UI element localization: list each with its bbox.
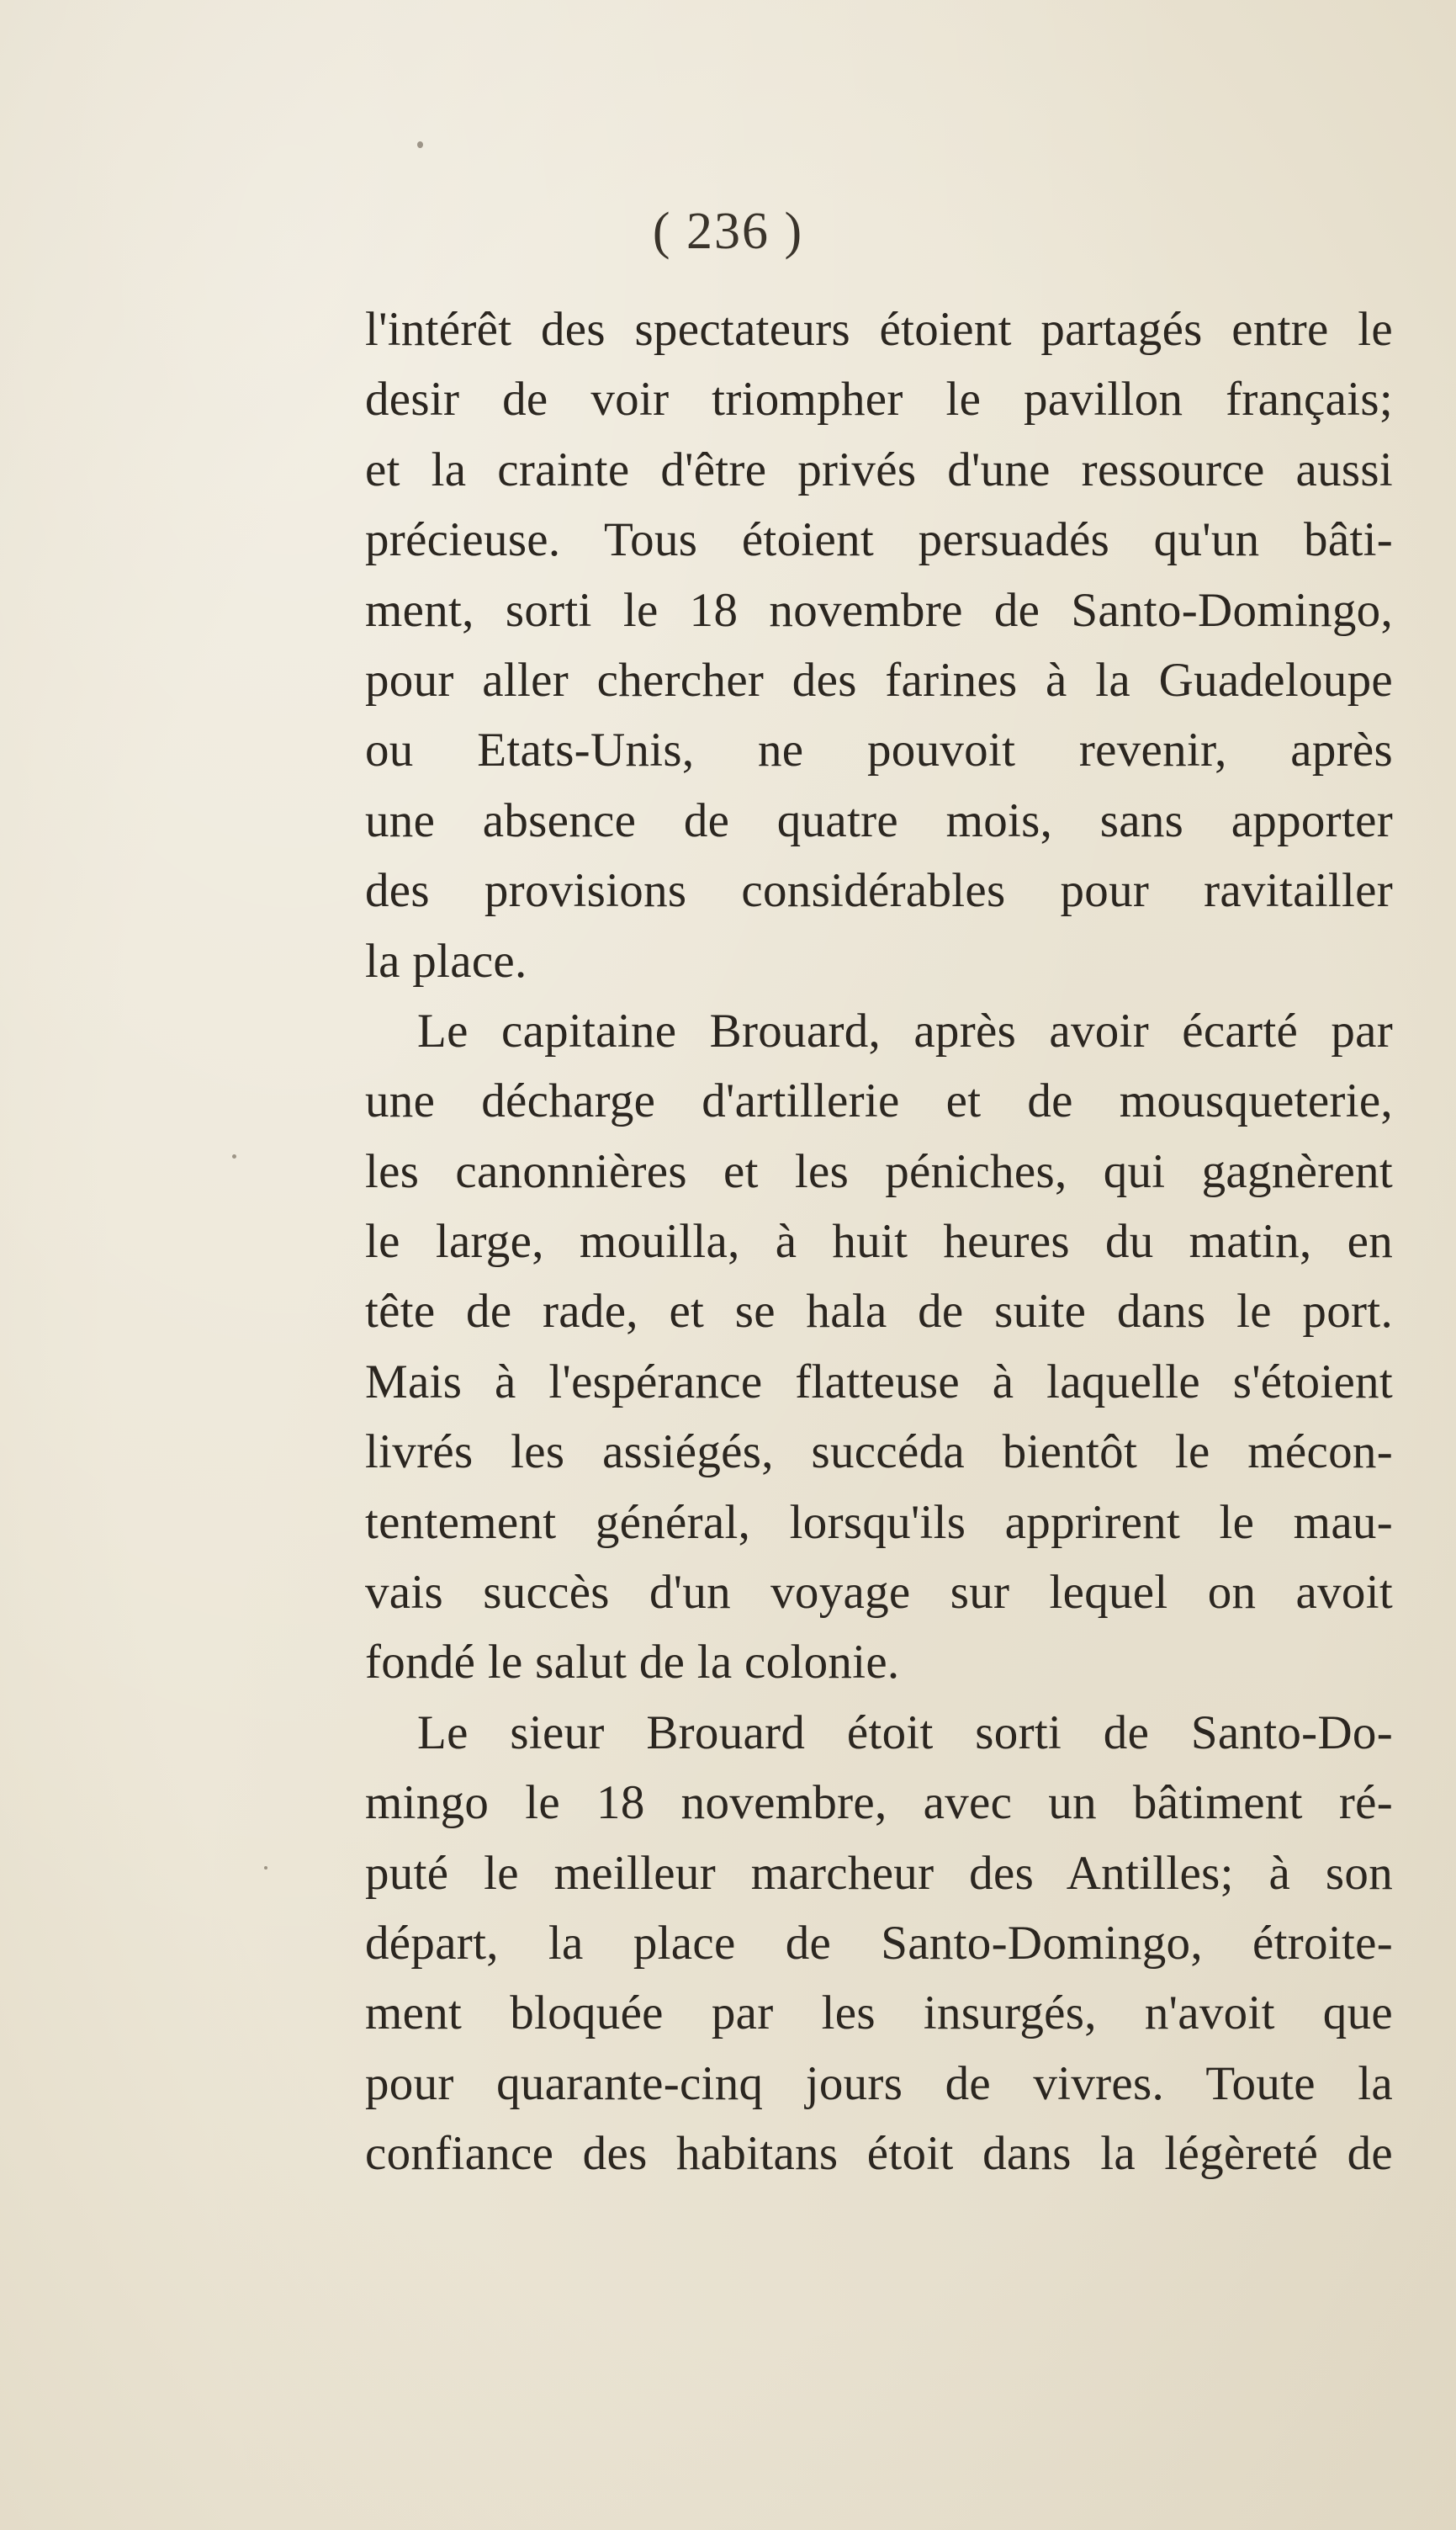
ink-speck — [232, 1154, 236, 1159]
text-line: ou Etats-Unis, ne pouvoit revenir, après — [365, 724, 1393, 777]
text-line: une décharge d'artillerie et de mousqueterie, — [365, 1074, 1393, 1128]
text-line: confiance des habitans étoit dans la légèreté de — [365, 2127, 1393, 2181]
text-line: et la crainte d'être privés d'une ressource aussi — [365, 443, 1393, 496]
text-line: mingo le 18 novembre, avec un bâtiment ré- — [365, 1776, 1393, 1830]
text-line: pour aller chercher des farines à la Guadeloupe — [365, 653, 1393, 707]
ink-speck — [417, 141, 423, 148]
text-line: tentement général, lorsqu'ils apprirent le mau- — [365, 1495, 1393, 1549]
text-line: Le sieur Brouard étoit sorti de Santo-Do- — [417, 1705, 1393, 1759]
text-line: ment bloquée par les insurgés, n'avoit que — [365, 1986, 1393, 2040]
text-line: l'intérêt des spectateurs étoient partagés entre le — [365, 303, 1393, 356]
body-text — [365, 294, 1393, 2189]
text-line: précieuse. Tous étoient persuadés qu'un bâti- — [365, 513, 1393, 567]
text-line: vais succès d'un voyage sur lequel on avoit — [365, 1566, 1393, 1620]
ink-speck — [264, 1866, 267, 1870]
text-line: Mais à l'espérance flatteuse à laquelle s'étoient — [365, 1355, 1393, 1408]
text-line: ment, sorti le 18 novembre de Santo-Domingo, — [365, 583, 1393, 637]
text-line: la place. — [365, 934, 527, 988]
text-line: le large, mouilla, à huit heures du matin, en — [365, 1215, 1393, 1269]
text-line: desir de voir triompher le pavillon français; — [365, 373, 1393, 427]
page-number: ( 236 ) — [652, 203, 804, 260]
text-line: tête de rade, et se hala de suite dans le port. — [365, 1285, 1393, 1339]
text-line: des provisions considérables pour ravitailler — [365, 864, 1393, 918]
text-line: fondé le salut de la colonie. — [365, 1636, 900, 1689]
text-line: départ, la place de Santo-Domingo, étroite- — [365, 1916, 1393, 1970]
text-line: Le capitaine Brouard, après avoir écarté par — [417, 1004, 1393, 1058]
text-line: pour quarante-cinq jours de vivres. Toute la — [365, 2056, 1393, 2110]
text-line: puté le meilleur marcheur des Antilles; à son — [365, 1846, 1393, 1900]
text-line: les canonnières et les péniches, qui gagnèrent — [365, 1144, 1393, 1198]
text-line: livrés les assiégés, succéda bientôt le mécon- — [365, 1425, 1393, 1479]
text-line: une absence de quatre mois, sans apporter — [365, 793, 1393, 847]
